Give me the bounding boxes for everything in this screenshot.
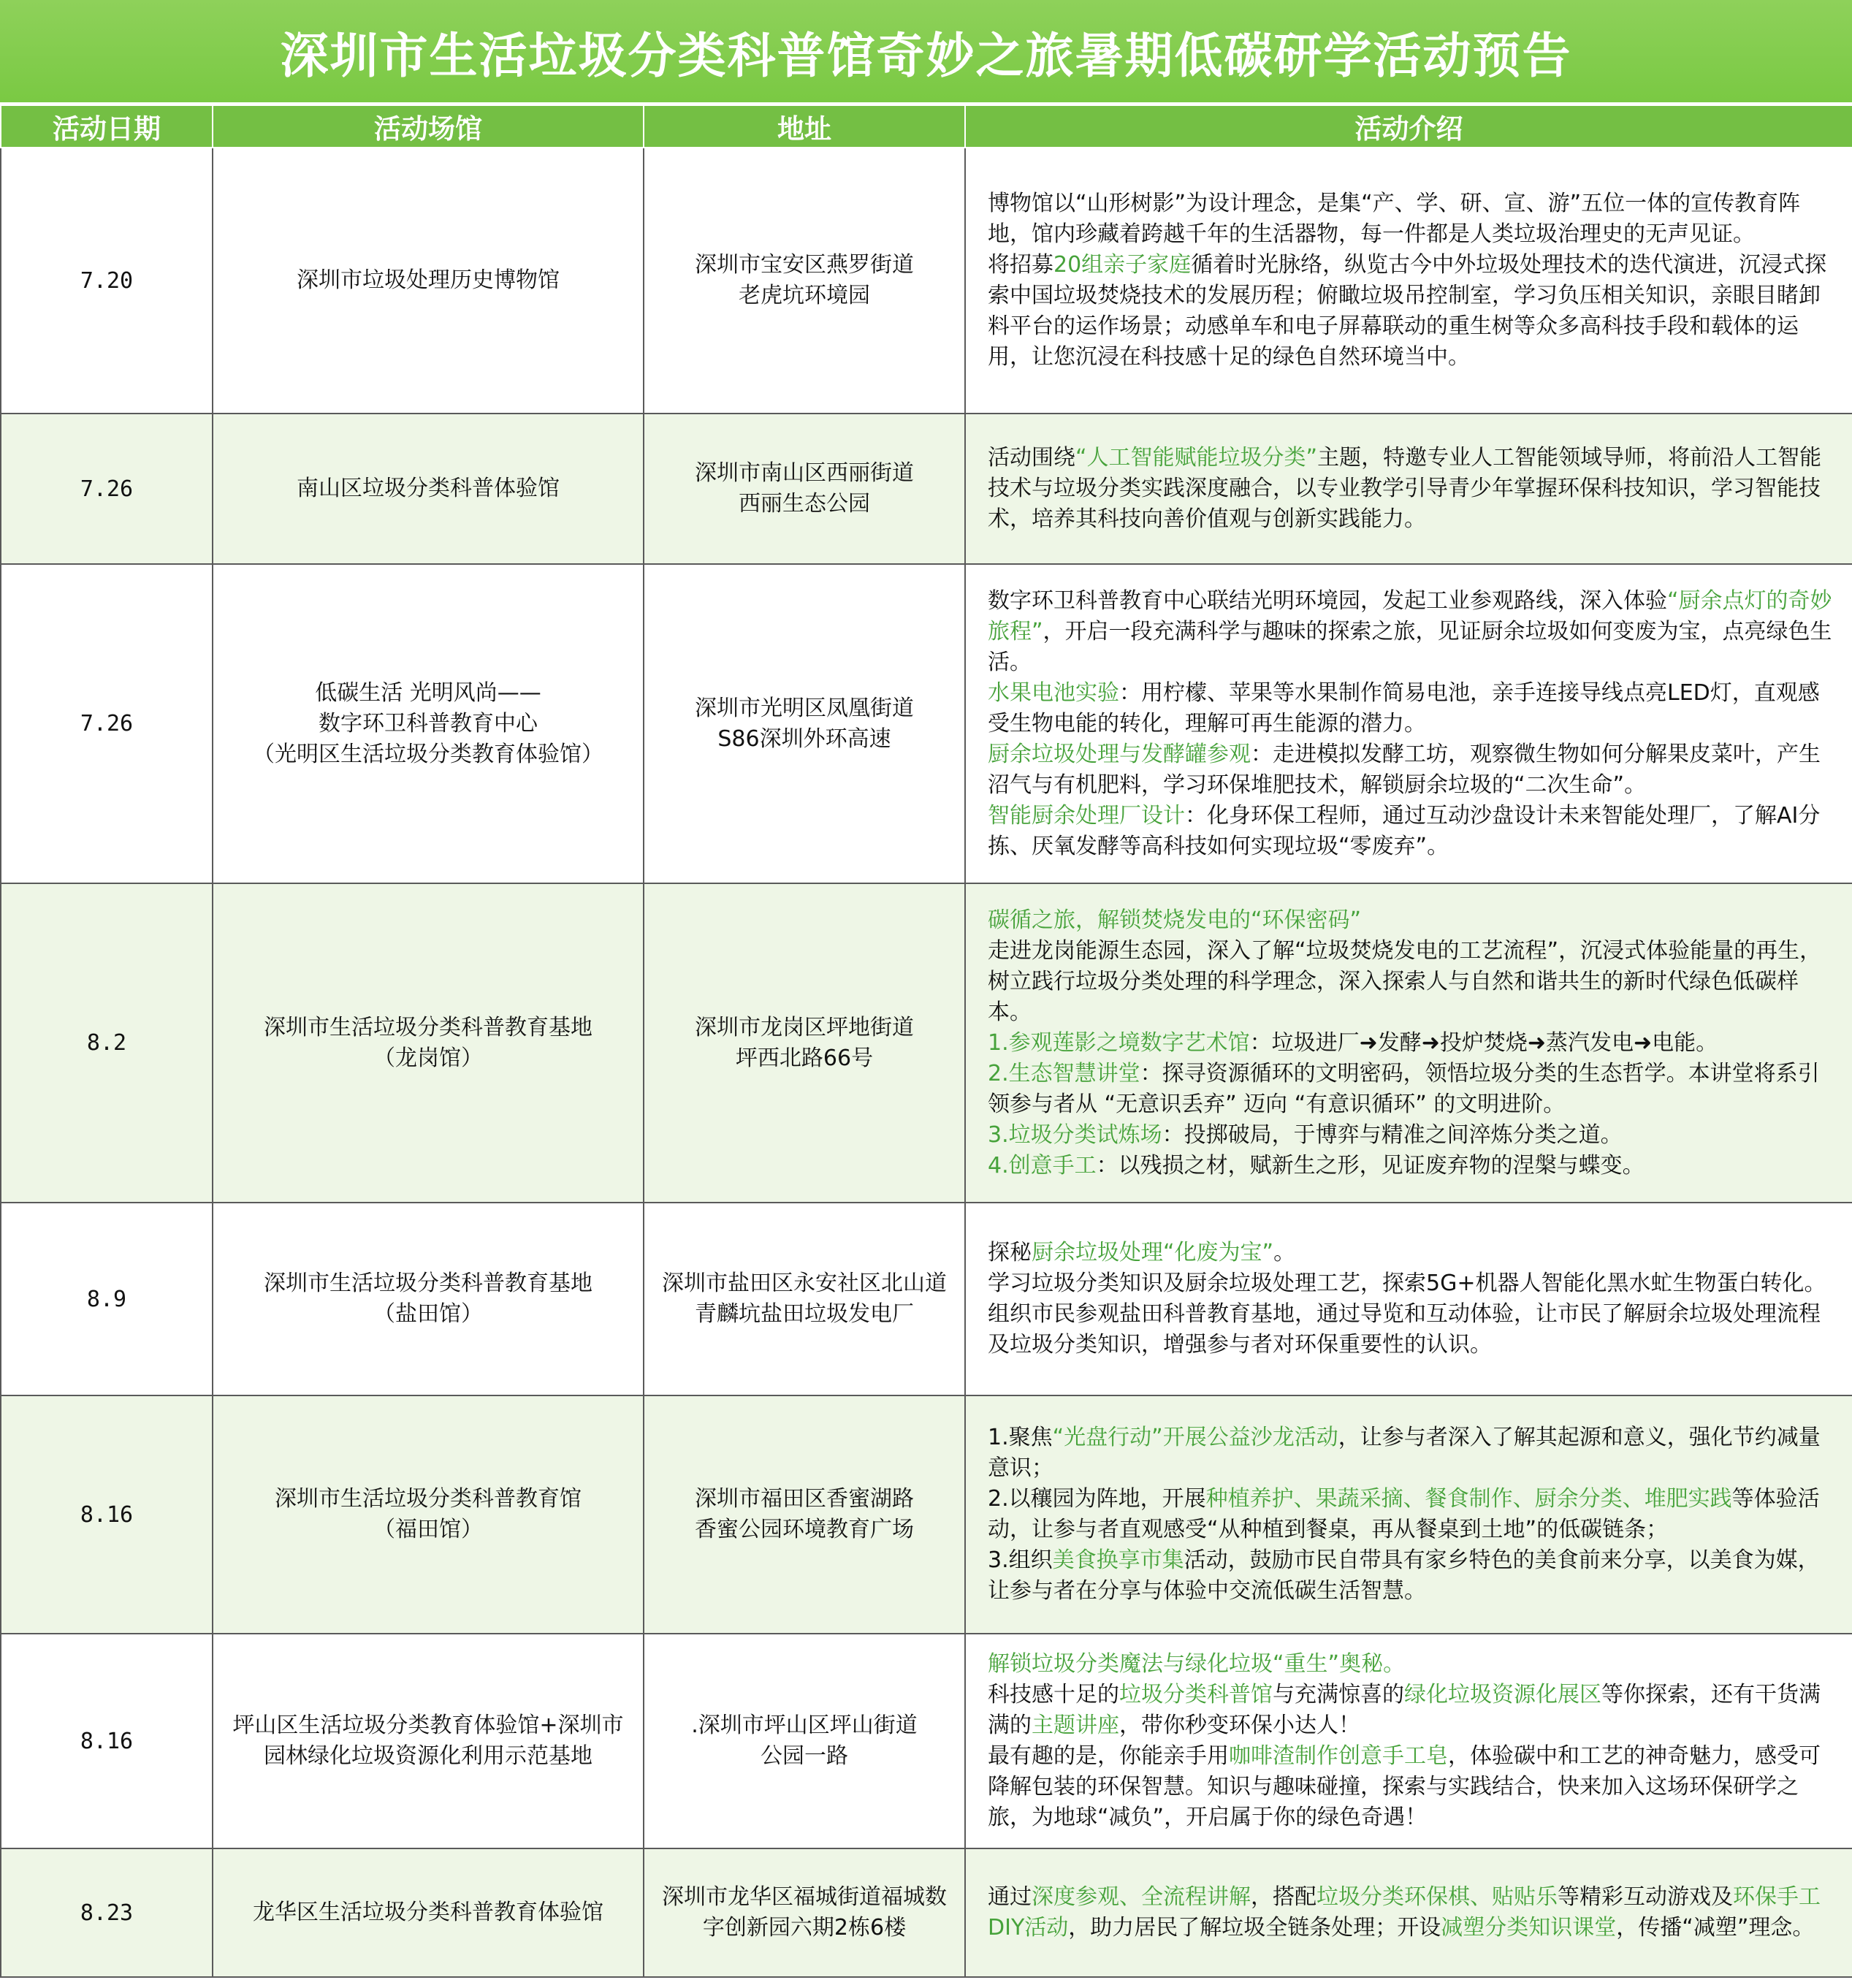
highlight-text: 1.参观莲影之境数字艺术馆 bbox=[988, 1029, 1250, 1056]
address-line: 坪西北路66号 bbox=[735, 1045, 874, 1071]
table-row bbox=[1, 148, 1852, 414]
address-line: 深圳市宝安区燕罗街道 bbox=[695, 252, 914, 278]
intro-paragraph bbox=[988, 1238, 1839, 1268]
cell-address bbox=[644, 564, 965, 883]
highlight-text: 碳循之旅，解锁焚烧发电的“环保密码” bbox=[988, 907, 1362, 933]
cell-date: 7.20 bbox=[1, 148, 213, 414]
cell-intro bbox=[965, 1395, 1852, 1634]
intro-paragraph bbox=[988, 905, 1839, 936]
table-row bbox=[1, 883, 1852, 1203]
intro-text: ，带你秒变环保小达人！ bbox=[1119, 1713, 1360, 1738]
intro-text: 等体验活动，让参与者直观感受“从种植到餐桌，再从餐桌到土地”的低碳链条； bbox=[988, 1486, 1820, 1542]
address-line: 深圳市龙岗区坪地街道 bbox=[695, 1014, 914, 1040]
intro-text: ：用柠檬、苹果等水果制作简易电池，亲手连接导线点亮LED灯，直观感受生物电能的转化，理解可再生能源的潜力。 bbox=[988, 679, 1820, 736]
venue-line: 深圳市生活垃圾分类科普教育基地 bbox=[264, 1271, 592, 1296]
highlight-text: “人工智能赋能垃圾分类” bbox=[1075, 445, 1318, 471]
intro-text: ，助力居民了解垃圾全链条处理；开设 bbox=[1068, 1915, 1441, 1941]
highlight-text: 厨余垃圾处理与发酵罐参观 bbox=[988, 741, 1251, 767]
cell-venue bbox=[213, 414, 644, 564]
cell-address bbox=[644, 414, 965, 564]
address-line: .深圳市坪山区坪山街道 bbox=[691, 1713, 918, 1738]
cell-address bbox=[644, 1848, 965, 1977]
page-title: 深圳市生活垃圾分类科普馆奇妙之旅暑期低碳研学活动预告 bbox=[280, 27, 1572, 84]
intro-text: 最有趣的是，你能亲手用 bbox=[988, 1743, 1229, 1769]
highlight-text: 解锁垃圾分类魔法与绿化垃圾“重生”奥秘。 bbox=[988, 1651, 1406, 1677]
intro-text: ，传播“减塑”理念。 bbox=[1616, 1915, 1815, 1941]
intro-text: ，让参与者深入了解其起源和意义，强化节约减量意识； bbox=[988, 1425, 1821, 1481]
cell-address bbox=[644, 1634, 965, 1848]
intro-text: 组织市民参观盐田科普教育基地，通过导览和互动体验，让市民了解厨余垃圾处理流程及垃圾分类知识，增强参与者对环保重要性的认识。 bbox=[988, 1301, 1821, 1357]
column-header-venue: 活动场馆 bbox=[213, 105, 644, 148]
intro-text: 学习垃圾分类知识及厨余垃圾处理工艺，探索5G+机器人智能化黑水虻生物蛋白转化。 bbox=[988, 1271, 1826, 1296]
highlight-text: 环保手工DIY活动 bbox=[988, 1884, 1821, 1941]
table-row bbox=[1, 1848, 1852, 1977]
cell-venue bbox=[213, 1395, 644, 1634]
cell-date: 8.16 bbox=[1, 1395, 213, 1634]
intro-text: 2.以穰园为阵地，开展 bbox=[988, 1486, 1206, 1512]
intro-paragraph bbox=[988, 1649, 1839, 1680]
address-line: 深圳市南山区西丽街道 bbox=[695, 460, 914, 486]
intro-text: ，开启一段充满科学与趣味的探索之旅，见证厨余垃圾如何变废为宝，点亮绿色生活。 bbox=[988, 618, 1832, 675]
intro-text: 通过 bbox=[988, 1884, 1032, 1910]
intro-text: 科技感十足的 bbox=[988, 1682, 1119, 1707]
intro-paragraph bbox=[988, 1484, 1839, 1545]
cell-date: 7.26 bbox=[1, 564, 213, 883]
cell-venue bbox=[213, 564, 644, 883]
highlight-text: 20组亲子家庭 bbox=[1053, 252, 1192, 278]
highlight-text: 咖啡渣制作创意手工皂 bbox=[1229, 1743, 1448, 1769]
venue-line: （光明区生活垃圾分类教育体验馆） bbox=[253, 741, 603, 767]
intro-paragraph bbox=[988, 188, 1839, 250]
venue-line: 深圳市生活垃圾分类科普教育馆 bbox=[275, 1486, 582, 1512]
intro-paragraph bbox=[988, 1268, 1839, 1299]
address-line: 老虎坑环境园 bbox=[739, 283, 870, 308]
address-line: 字创新园六期2栋6楼 bbox=[702, 1915, 907, 1941]
intro-paragraph bbox=[988, 1882, 1839, 1943]
intro-text: 1.聚焦 bbox=[988, 1425, 1053, 1450]
table-row bbox=[1, 1203, 1852, 1395]
highlight-text: 主题讲座 bbox=[1032, 1713, 1119, 1738]
cell-date: 8.2 bbox=[1, 883, 213, 1203]
intro-text: ：垃圾进厂➜发酵➜投炉焚烧➜蒸汽发电➜电能。 bbox=[1249, 1029, 1718, 1056]
table-row bbox=[1, 1634, 1852, 1848]
intro-text: 走进龙岗能源生态园，深入了解“垃圾焚烧发电的工艺流程”，沉浸式体验能量的再生，树立践行垃圾分类处理的科学理念，深入探索人与自然和谐共生的新时代绿色低碳样本。 bbox=[988, 937, 1822, 1025]
highlight-text: 水果电池实验 bbox=[988, 679, 1119, 706]
venue-line: 园林绿化垃圾资源化利用示范基地 bbox=[264, 1743, 592, 1769]
venue-line: 深圳市生活垃圾分类科普教育基地 bbox=[264, 1014, 592, 1040]
highlight-text: 种植养护、果蔬采摘、餐食制作、厨余分类、堆肥实践 bbox=[1205, 1486, 1732, 1512]
address-line: 深圳市龙华区福城街道福城数 bbox=[662, 1884, 947, 1910]
table-row bbox=[1, 1395, 1852, 1634]
table-row bbox=[1, 564, 1852, 883]
intro-paragraph bbox=[988, 678, 1839, 739]
intro-text: ：投掷破局，于博弈与精准之间淬炼分类之道。 bbox=[1162, 1121, 1623, 1148]
intro-paragraph bbox=[988, 1680, 1839, 1741]
highlight-text: 3.垃圾分类试炼场 bbox=[988, 1121, 1162, 1148]
cell-address bbox=[644, 883, 965, 1203]
title-bar bbox=[0, 0, 1852, 104]
cell-venue bbox=[213, 1634, 644, 1848]
intro-paragraph bbox=[988, 1059, 1839, 1120]
highlight-text: “光盘行动”开展公益沙龙活动 bbox=[1052, 1425, 1338, 1450]
address-line: 深圳市光明区凤凰街道 bbox=[695, 695, 914, 721]
venue-line: （福田馆） bbox=[373, 1517, 483, 1542]
highlight-text: “厨余点灯的奇妙旅程” bbox=[988, 587, 1832, 644]
intro-text: 等你探索，还有干货满满的 bbox=[988, 1682, 1821, 1738]
venue-line: 南山区垃圾分类科普体验馆 bbox=[297, 476, 560, 501]
cell-venue bbox=[213, 1203, 644, 1395]
intro-paragraph bbox=[988, 1423, 1839, 1484]
intro-paragraph bbox=[988, 1028, 1839, 1059]
intro-text: 等精彩互动游戏及 bbox=[1558, 1884, 1733, 1910]
highlight-text: 减塑分类知识课堂 bbox=[1441, 1915, 1617, 1941]
intro-text: 活动，鼓励市民自带具有家乡特色的美食前来分享，以美食为媒，让参与者在分享与体验中交流低碳生活智慧。 bbox=[988, 1547, 1820, 1604]
intro-text: ：探寻资源循环的文明密码，领悟垃圾分类的生态哲学。本讲堂将系引领参与者从 “无意识丢弃” 迈向 “有意识循环” 的文明进阶。 bbox=[988, 1060, 1820, 1117]
intro-paragraph bbox=[988, 443, 1839, 535]
highlight-text: 4.创意手工 bbox=[988, 1152, 1097, 1178]
intro-text: ：化身环保工程师，通过互动沙盘设计未来智能处理厂，了解AI分拣、厌氧发酵等高科技如何实现垃圾“零废弃”。 bbox=[988, 802, 1821, 859]
intro-text: 。 bbox=[1273, 1240, 1296, 1265]
cell-intro bbox=[965, 883, 1852, 1203]
table-header-row bbox=[1, 105, 1852, 148]
venue-line: 坪山区生活垃圾分类教育体验馆+深圳市 bbox=[232, 1713, 624, 1738]
cell-date: 8.16 bbox=[1, 1634, 213, 1848]
cell-venue bbox=[213, 148, 644, 414]
intro-paragraph bbox=[988, 1741, 1839, 1833]
intro-paragraph bbox=[988, 586, 1839, 678]
intro-paragraph bbox=[988, 739, 1839, 801]
intro-text: ：走进模拟发酵工坊，观察微生物如何分解果皮菜叶，产生沼气与有机肥料，学习环保堆肥技术，解锁厨余垃圾的“二次生命”。 bbox=[988, 741, 1821, 798]
venue-line: （龙岗馆） bbox=[373, 1045, 483, 1071]
intro-paragraph bbox=[988, 1299, 1839, 1360]
address-line: 青麟坑盐田垃圾发电厂 bbox=[695, 1301, 914, 1327]
cell-intro bbox=[965, 414, 1852, 564]
address-line: 西丽生态公园 bbox=[739, 491, 870, 517]
intro-paragraph bbox=[988, 801, 1839, 862]
intro-text: 主题，特邀专业人工智能领域导师，将前沿人工智能技术与垃圾分类实践深度融合，以专业教学引导青少年掌握环保科技知识，学习智能技术，培养其科技向善价值观与创新实践能力。 bbox=[988, 445, 1822, 532]
highlight-text: 深度参观、全流程讲解 bbox=[1032, 1884, 1251, 1910]
highlight-text: 厨余垃圾处理“化废为宝” bbox=[1032, 1240, 1274, 1265]
activity-table bbox=[0, 104, 1852, 1978]
column-header-intro: 活动介绍 bbox=[965, 105, 1852, 148]
cell-address bbox=[644, 1203, 965, 1395]
cell-intro bbox=[965, 1634, 1852, 1848]
table-body bbox=[1, 148, 1852, 1977]
cell-intro bbox=[965, 148, 1852, 414]
venue-line: （盐田馆） bbox=[373, 1301, 483, 1327]
cell-venue bbox=[213, 1848, 644, 1977]
cell-address bbox=[644, 1395, 965, 1634]
intro-paragraph bbox=[988, 1151, 1839, 1181]
intro-paragraph bbox=[988, 936, 1839, 1028]
highlight-text: 绿化垃圾资源化展区 bbox=[1404, 1682, 1601, 1707]
highlight-text: 美食换享市集 bbox=[1052, 1547, 1184, 1573]
intro-text: ，搭配 bbox=[1251, 1884, 1316, 1910]
cell-intro bbox=[965, 1848, 1852, 1977]
cell-intro bbox=[965, 564, 1852, 883]
highlight-text: 2.生态智慧讲堂 bbox=[988, 1060, 1140, 1086]
intro-text: 将招募 bbox=[988, 252, 1053, 278]
address-line: S86深圳外环高速 bbox=[717, 725, 891, 752]
venue-line: 数字环卫科普教育中心 bbox=[319, 710, 538, 736]
cell-venue bbox=[213, 883, 644, 1203]
column-header-date: 活动日期 bbox=[1, 105, 213, 148]
intro-text: 博物馆以“山形树影”为设计理念，是集“产、学、研、宣、游”五位一体的宣传教育阵地，馆内珍藏着跨越千年的生活器物，每一件都是人类垃圾治理史的无声见证。 bbox=[988, 191, 1801, 247]
address-line: 香蜜公园环境教育广场 bbox=[695, 1517, 914, 1542]
cell-date: 7.26 bbox=[1, 414, 213, 564]
intro-text: ，体验碳中和工艺的神奇魅力，感受可降解包装的环保智慧。知识与趣味碰撞，探索与实践结合，快来加入这场环保研学之旅，为地球“减负”，开启属于你的绿色奇遇！ bbox=[988, 1743, 1821, 1830]
address-line: 深圳市福田区香蜜湖路 bbox=[695, 1486, 914, 1512]
intro-paragraph bbox=[988, 1545, 1839, 1607]
intro-paragraph bbox=[988, 1120, 1839, 1151]
intro-text: 数字环卫科普教育中心联结光明环境园，发起工业参观路线，深入体验 bbox=[988, 587, 1667, 614]
column-header-address: 地址 bbox=[644, 105, 965, 148]
intro-text: 与充满惊喜的 bbox=[1273, 1682, 1404, 1707]
cell-address bbox=[644, 148, 965, 414]
highlight-text: 智能厨余处理厂设计 bbox=[988, 802, 1185, 829]
intro-text: 活动围绕 bbox=[988, 445, 1075, 471]
intro-text: 探秘 bbox=[988, 1240, 1032, 1265]
venue-line: 龙华区生活垃圾分类科普教育体验馆 bbox=[253, 1900, 603, 1925]
cell-date: 8.9 bbox=[1, 1203, 213, 1395]
venue-line: 低碳生活 光明风尚—— bbox=[315, 679, 541, 706]
highlight-text: 垃圾分类环保棋、贴贴乐 bbox=[1316, 1884, 1558, 1910]
table-row bbox=[1, 414, 1852, 564]
address-line: 公园一路 bbox=[761, 1743, 848, 1769]
intro-text: ：以残损之材，赋新生之形，见证废弃物的涅槃与蝶变。 bbox=[1096, 1152, 1645, 1178]
venue-line: 深圳市垃圾处理历史博物馆 bbox=[297, 267, 560, 293]
highlight-text: 垃圾分类科普馆 bbox=[1119, 1682, 1273, 1707]
cell-date: 8.23 bbox=[1, 1848, 213, 1977]
intro-paragraph bbox=[988, 250, 1839, 373]
intro-text: 循着时光脉络，纵览古今中外垃圾处理技术的迭代演进，沉浸式探索中国垃圾焚烧技术的发展历程；俯瞰垃圾吊控制室，学习负压相关知识，亲眼目睹卸料平台的运作场景；动感单车和电子屏幕联动的重生树等众多高科技手段和载体的运用，让您沉浸在科技感十足的绿色自然环境当中。 bbox=[988, 252, 1827, 370]
cell-intro bbox=[965, 1203, 1852, 1395]
intro-text: 3.组织 bbox=[988, 1547, 1053, 1573]
address-line: 深圳市盐田区永安社区北山道 bbox=[662, 1271, 947, 1296]
